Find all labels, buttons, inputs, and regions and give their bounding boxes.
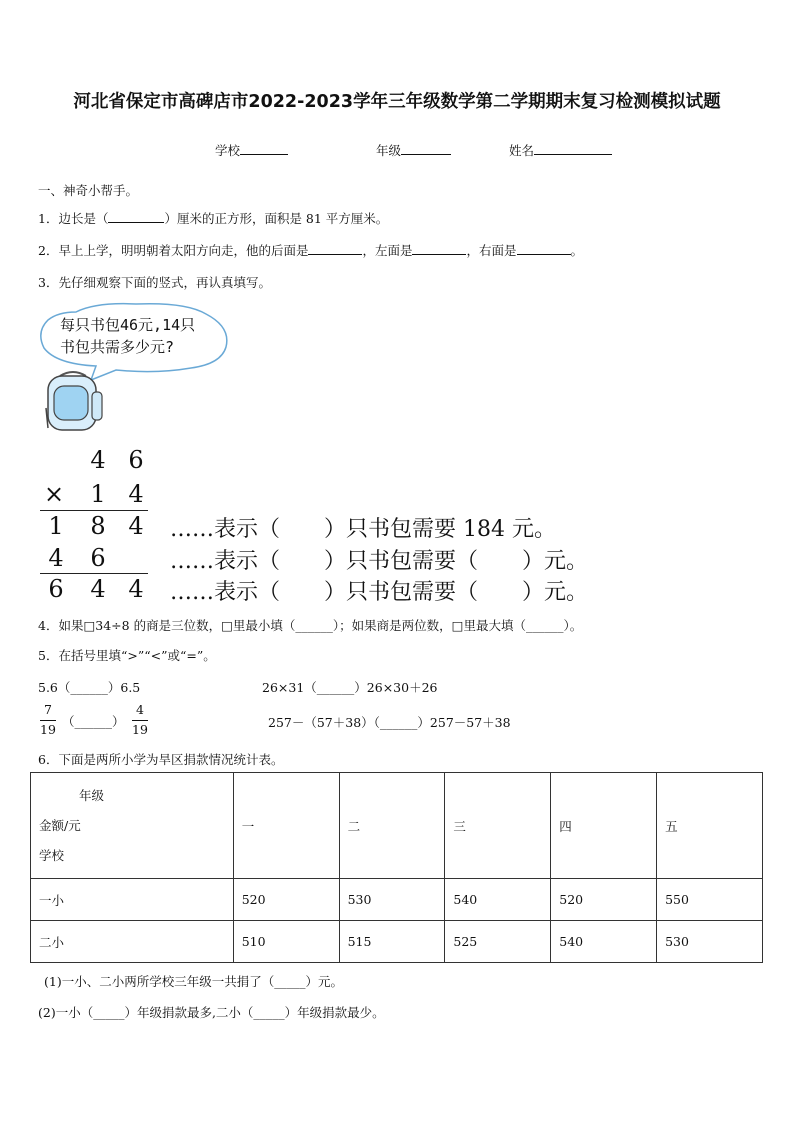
question-5: 5．在括号里填“>”“<”或“=”。 <box>38 648 216 663</box>
school-field[interactable] <box>215 141 288 159</box>
fraction-numerator: 4 <box>136 702 144 717</box>
table-row <box>31 921 763 963</box>
fraction-bar <box>132 720 148 721</box>
table-cell: 520 <box>233 879 339 921</box>
name-field[interactable] <box>509 141 612 159</box>
table-cell: 530 <box>657 921 763 963</box>
table-cell: 550 <box>657 879 763 921</box>
table-cell: 540 <box>445 879 551 921</box>
question-2: 2．早上上学，明明朝着太阳方向走，他的后面是 ，左面是 ，右面是 。 <box>38 243 584 258</box>
question-3: 3．先仔细观察下面的竖式，再认真填写。 <box>38 275 271 290</box>
vertical-desc-2: ……表示（ ）只书包需要（ ）元。 <box>170 549 589 574</box>
table-cell: 525 <box>445 921 551 963</box>
digit: 6 <box>128 446 144 474</box>
question-6: 6．下面是两所小学为旱区捐款情况统计表。 <box>38 752 284 767</box>
school-name: 一小 <box>31 879 234 921</box>
digit: 1 <box>48 512 64 540</box>
fraction-denominator: 19 <box>132 722 148 737</box>
digit: 4 <box>90 446 106 474</box>
compare-item-a: 5.6（______）6.5 <box>38 680 141 695</box>
digit: 4 <box>48 544 64 572</box>
digit: 8 <box>90 512 106 540</box>
school-name: 二小 <box>31 921 234 963</box>
grade-header: 三 <box>445 773 551 879</box>
grade-header: 四 <box>551 773 657 879</box>
sub-question-2: (2)一小（_____）年级捐款最多,二小（_____）年级捐款最少。 <box>38 1005 385 1020</box>
sub-question-1: (1)一小、二小两所学校三年级一共捐了（_____）元。 <box>44 974 343 989</box>
digit: 6 <box>48 575 64 603</box>
table-cell: 540 <box>551 921 657 963</box>
backpack-icon <box>40 368 106 434</box>
section-heading: 一、神奇小帮手。 <box>38 183 139 198</box>
vertical-desc-3: ……表示（ ）只书包需要（ ）元。 <box>170 580 589 605</box>
school-label: 学校 <box>215 143 241 158</box>
vertical-desc-1: ……表示（ ）只书包需要 184 元。 <box>170 517 556 542</box>
digit: 4 <box>128 512 144 540</box>
digit: 6 <box>90 544 106 572</box>
grade-field[interactable] <box>376 141 451 159</box>
grade-header: 二 <box>339 773 445 879</box>
multiply-sign: × <box>43 480 65 508</box>
digit: 4 <box>128 575 144 603</box>
fraction-bar <box>40 720 56 721</box>
compare-item-d: 257－（57＋38）（______）257－57＋38 <box>268 715 511 730</box>
donation-table <box>30 772 763 963</box>
table-cell: 515 <box>339 921 445 963</box>
grade-header: 五 <box>657 773 763 879</box>
question-1: 1．边长是（ ）厘米的正方形，面积是 81 平方厘米。 <box>38 211 389 226</box>
bubble-text-2: 书包共需多少元? <box>60 338 175 356</box>
grade-header: 一 <box>233 773 339 879</box>
question-4: 4．如果□34÷8 的商是三位数，□里最小填（______）；如果商是两位数，□里最大填（______）。 <box>38 618 583 633</box>
fraction-denominator: 19 <box>40 722 56 737</box>
digit: 4 <box>90 575 106 603</box>
digit: 4 <box>128 480 144 508</box>
table-cell: 510 <box>233 921 339 963</box>
table-cell: 530 <box>339 879 445 921</box>
compare-item-c: （______） <box>62 714 125 729</box>
digit: 1 <box>90 480 106 508</box>
bubble-text-1: 每只书包46元,14只 <box>60 316 196 334</box>
name-label: 姓名 <box>509 143 535 158</box>
table-row <box>31 879 763 921</box>
table-corner-header: 年级 金额/元 学校 <box>31 773 234 879</box>
table-cell: 520 <box>551 879 657 921</box>
fraction-numerator: 7 <box>44 702 52 717</box>
grade-label: 年级 <box>376 143 402 158</box>
compare-item-b: 26×31（______）26×30＋26 <box>262 680 438 695</box>
page-title: 河北省保定市高碑店市2022-2023学年三年级数学第二学期期末复习检测模拟试题 <box>73 92 721 112</box>
